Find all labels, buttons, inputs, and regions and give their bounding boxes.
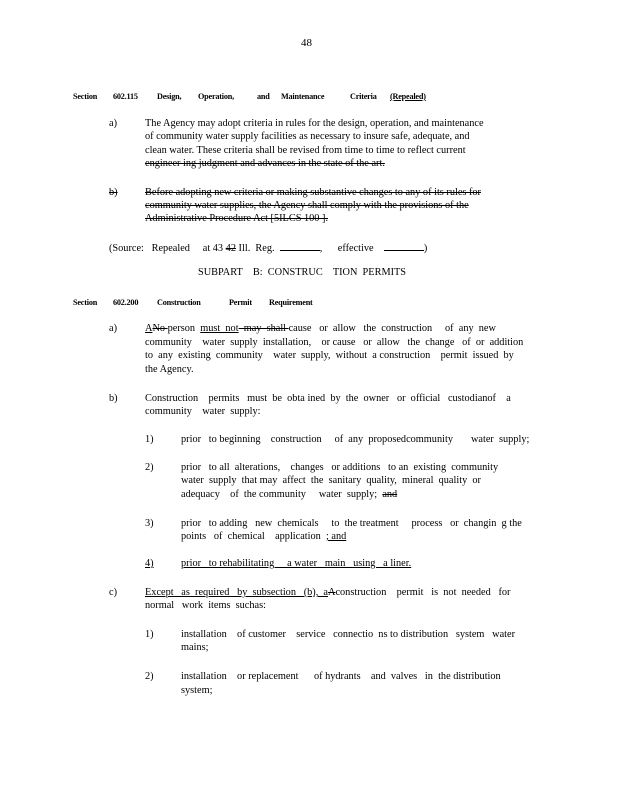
text-line: The Agency may adopt criteria in rules for the design, operation, and maintenance (145, 118, 484, 129)
blank-line (384, 241, 424, 251)
text-line: water supply that may affect the sanitary quality, mineral quality or (181, 475, 481, 486)
struck-text-line: engineer ing judgment and advances in the state of the art. (145, 158, 385, 169)
source-text: Ill. Reg. (235, 243, 275, 254)
source-note (109, 241, 427, 256)
section-title-word: and (257, 92, 270, 101)
section-number: 602.200 (113, 298, 139, 307)
text-line (181, 530, 346, 544)
inserted-text: ; and (325, 531, 347, 542)
item-marker: 2) (145, 462, 154, 473)
struck-reference: 42 (225, 243, 236, 254)
section-label: Section (73, 92, 98, 101)
struck-text-line: community water supplies, the Agency shall comply with the provisions of the (145, 200, 469, 211)
text-line: prior to all alterations, changes or additions to an existing community (181, 462, 499, 473)
section-label: Section (73, 298, 98, 307)
item-marker: 3) (145, 518, 154, 529)
paragraph-marker: a) (109, 323, 117, 334)
text-line: to any existing community water supply, without a construction permit issued by (145, 350, 514, 361)
item-marker: 1) (145, 629, 154, 640)
section-title-word: Design, (157, 92, 182, 101)
repealed-tag: (Repealed) (390, 92, 426, 101)
section-title-word: Requirement (269, 298, 313, 307)
item-marker: 2) (145, 671, 154, 682)
text-run: cause or allow the construction of any new (288, 323, 496, 334)
section-number: 602.115 (113, 92, 138, 101)
text-line: normal work items suchas: (145, 600, 266, 611)
paragraph-marker: c) (109, 587, 117, 598)
page-number: 48 (301, 37, 312, 49)
inserted-text-line: prior to rehabilitating a water main using a liner. (181, 558, 412, 569)
deleted-text: No (152, 323, 168, 334)
text-run: points of chemical application (181, 531, 321, 542)
source-text: , effective (319, 243, 374, 254)
text-line (181, 488, 397, 502)
deleted-text: and (382, 489, 398, 500)
text-run: construction permit is not needed for (335, 587, 511, 598)
text-line: mains; (181, 642, 209, 653)
paragraph-marker: a) (109, 118, 117, 129)
section-title-word: Permit (229, 298, 252, 307)
source-text: ) (423, 243, 428, 254)
subpart-heading: SUBPART B: CONSTRUC TION PERMITS (198, 267, 407, 278)
section-title-word: Criteria (350, 92, 377, 101)
deleted-text: may shall (238, 323, 289, 334)
text-line: prior to adding new chemicals to the treatment process or changin g the (181, 518, 522, 529)
text-line: prior to beginning construction of any proposedcommunity water supply; (181, 434, 530, 445)
text-line: Construction permits must be obta ined by the owner or official custodianof a (145, 393, 511, 404)
section-title-word: Maintenance (281, 92, 325, 101)
text-line: of community water supply facilities as necessary to insure safe, adequate, and (145, 131, 470, 142)
struck-text-line: Before adopting new criteria or making substantive changes to any of its rules for (145, 187, 481, 198)
deleted-text: A (328, 587, 336, 598)
text-line: clean water. These criteria shall be revised from time to time to reflect current (145, 145, 466, 156)
text-line (145, 586, 510, 600)
paragraph-marker: b) (109, 393, 118, 404)
source-text: (Source: Repealed at 43 (109, 243, 224, 254)
paragraph-marker: b) (109, 187, 118, 198)
inserted-text: must not (200, 323, 239, 334)
text-run: person (167, 323, 201, 334)
blank-line (280, 241, 320, 251)
text-line: the Agency. (145, 364, 194, 375)
item-marker: 4) (145, 558, 154, 569)
inserted-text: Except as required by subsection (b), a (145, 587, 329, 598)
text-line: installation of customer service connectio ns to distribution system water (181, 629, 516, 640)
section-title-word: Operation, (198, 92, 234, 101)
inserted-text: A (145, 323, 153, 334)
text-line: installation or replacement of hydrants and valves in the distribution (181, 671, 501, 682)
text-line: community water supply: (145, 406, 261, 417)
text-run: adequacy of the community water supply; (181, 489, 378, 500)
item-marker: 1) (145, 434, 154, 445)
struck-text-line: Administrative Procedure Act [5ILCS 100 ]. (145, 213, 329, 224)
text-line: system; (181, 685, 213, 696)
section-title-word: Construction (157, 298, 201, 307)
text-line (145, 322, 496, 336)
text-line: community water supply installation, or cause or allow the change of or addition (145, 337, 524, 348)
